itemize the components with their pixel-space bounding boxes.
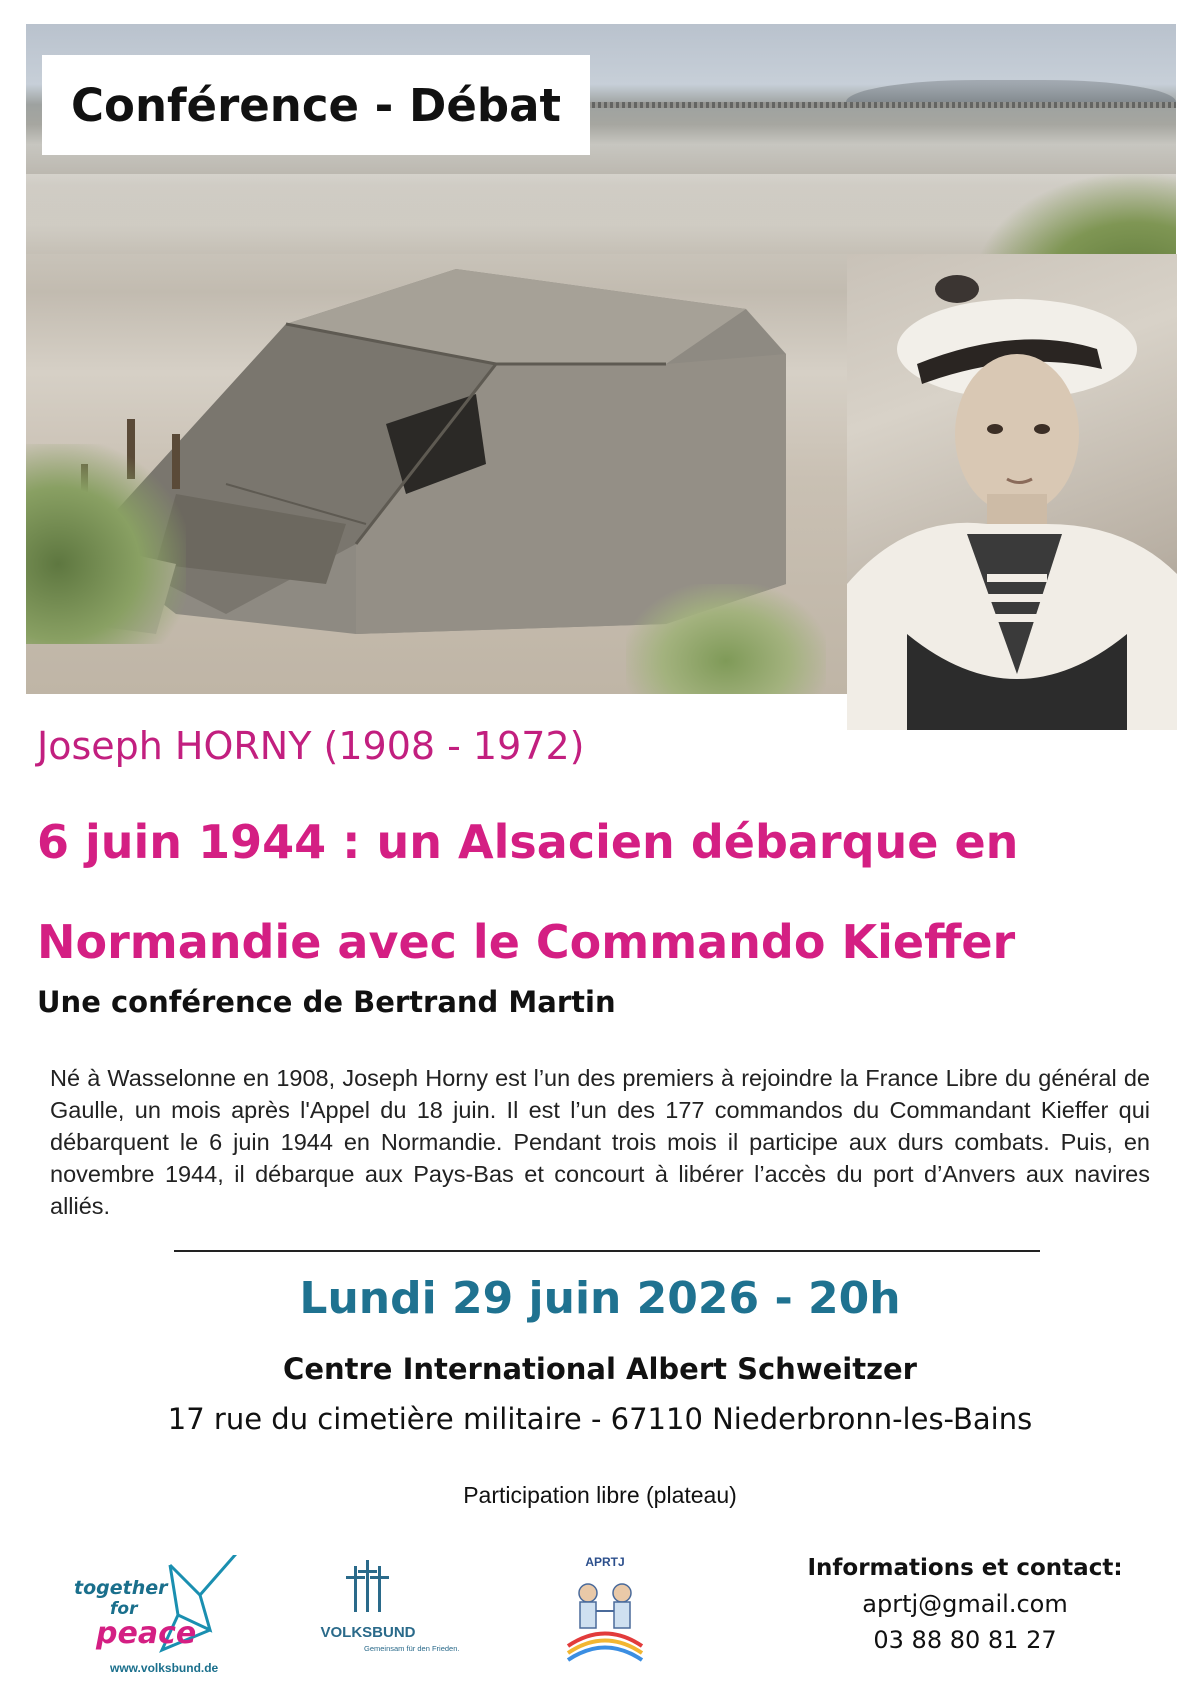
crosses-icon [308,1560,428,1620]
logo-website: www.volksbund.de [110,1661,219,1675]
portrait-photo [847,254,1177,730]
person-name: Joseph HORNY (1908 - 1972) [37,724,585,768]
volksbund-logo [308,1560,478,1680]
event-description: Né à Wasselonne en 1908, Joseph Horny est l’un des premiers à rejoindre la France Libre du général de Gaulle, un mois après l'Appel du 18 juin. Il est l’un des 177 commandos du Commandant Kieffer qui débarquent le 6 juin 1944 en Normandie. Pendant trois mois il participe aux durs combats. Puis, en novembre 1944, il débarque aux Pays-Bas et concourt à libérer l’accès du port d’Anvers aux navires alliés. [50,1065,1150,1219]
event-date: Lundi 29 juin 2026 - 20h [299,1273,901,1324]
aprtj-logo [560,1555,650,1675]
venue-address: 17 rue du cimetière militaire - 67110 Niederbronn-les-Bains [167,1402,1033,1436]
aprtj-emblem-icon [560,1571,650,1671]
aprtj-name: APRTJ [585,1555,625,1569]
section-divider [174,1250,1040,1252]
event-type-banner [42,55,590,155]
together-for-peace-logo [70,1555,240,1680]
speaker-line: Une conférence de Bertrand Martin [37,985,616,1019]
dune-grass-left [26,444,186,644]
logo-word-for: for [110,1599,138,1619]
event-type-label: Conférence - Débat [71,78,561,132]
headline-line-2: Normandie avec le Commando Kieffer [37,915,1016,969]
dune-grass-bottom [626,584,826,694]
volksbund-name: VOLKSBUND [320,1624,416,1641]
participation-note: Participation libre (plateau) [463,1482,737,1508]
contact-heading: Informations et contact: [807,1555,1123,1581]
contact-phone[interactable]: 03 88 80 81 27 [873,1626,1057,1654]
volksbund-tagline: Gemeinsam für den Frieden. [364,1644,460,1653]
contact-block [790,1550,1140,1658]
sailor-portrait-illustration [847,254,1177,730]
logo-word-peace: peace [96,1616,197,1651]
headline-line-1: 6 juin 1944 : un Alsacien débarque en [37,815,1019,869]
venue-name: Centre International Albert Schweitzer [283,1352,917,1386]
contact-email[interactable]: aprtj@gmail.com [862,1590,1068,1618]
event-headline [37,792,1167,992]
logo-word-together: together [74,1577,168,1599]
